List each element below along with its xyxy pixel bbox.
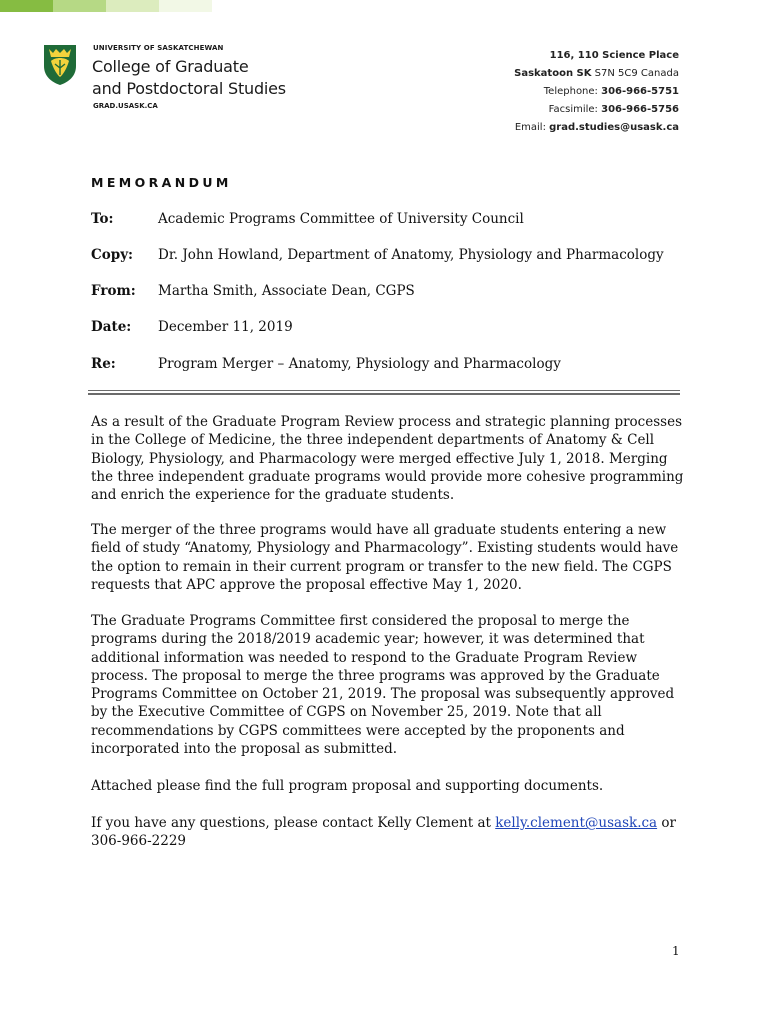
body-paragraph: The Graduate Programs Committee first considered the proposal to merge the programs during the 2018/2019 academic year; however, it was determined that additional information was needed to respond to the Graduate Program Review process. The proposal to merge the three programs was approved by the Graduate Programs Committee on October 21, 2019. The proposal was subsequently approved by the Executive Committee of CGPS on November 25, 2019. Note that all recommendations by CGPS committees were accepted by the proponents and incorporated into the proposal as submitted. [91,613,675,758]
college-name-line-1: College of Graduate [92,57,249,76]
address-postal: S7N 5C9 Canada [591,68,679,79]
accent-block-4 [159,0,212,12]
contact-suffix: or 306-966-2229 [91,815,676,850]
usask-crest-icon [43,44,77,86]
accent-block-3 [106,0,159,12]
header-accent-bar [0,0,212,12]
address-street: 116, 110 Science Place [549,50,679,61]
memo-field-value: Academic Programs Committee of University Council [158,211,524,227]
memo-field-value: Dr. John Howland, Department of Anatomy, Physiology and Pharmacology [158,247,664,263]
college-website: GRAD.USASK.CA [93,102,158,110]
address-city-line [514,65,679,83]
contact-prefix: If you have any questions, please contact Kelly Clement at [91,815,496,831]
memo-field-label: Copy: [91,247,134,263]
body-paragraph: The merger of the three programs would have all graduate students entering a new field of study “Anatomy, Physiology and Pharmacology”. Existing students would have the option to remain in their current program or transfer to the new field. The CGPS requests that APC approve the proposal effective May 1, 2020. [91,522,679,593]
contact-paragraph [91,814,685,851]
header-divider-thick [88,393,680,395]
memo-title: MEMORANDUM [91,175,232,190]
accent-block-1 [0,0,53,12]
memo-field-value: Martha Smith, Associate Dean, CGPS [158,283,415,299]
header-divider-thin [88,390,680,391]
memo-field-value: December 11, 2019 [158,319,293,335]
body-paragraph: As a result of the Graduate Program Review process and strategic planning processes in the College of Medicine, the three independent departments of Anatomy & Cell Biology, Physiology, and Pharmacology were merged effective July 1, 2018. Merging the three independent graduate programs would provide more cohesive programming and enrich the experience for the graduate students. [91,414,684,504]
memo-field-label: Re: [91,356,116,372]
address-telephone: Telephone: 306-966-5751 [543,86,679,97]
address-email: Email: grad.studies@usask.ca [514,122,679,133]
body-paragraph: Attached please find the full program proposal and supporting documents. [91,778,604,794]
page-number: 1 [672,944,680,958]
university-name: UNIVERSITY OF SASKATCHEWAN [93,44,224,52]
address-block [514,47,679,137]
memo-field-label: Date: [91,319,132,335]
address-city: Saskatoon SK [514,68,592,79]
memo-field-value: Program Merger – Anatomy, Physiology and Pharmacology [158,356,561,372]
college-name-line-2: and Postdoctoral Studies [92,79,286,98]
memo-field-label: From: [91,283,136,299]
address-facsimile: Facsimile: 306-966-5756 [548,104,679,115]
accent-block-2 [53,0,106,12]
contact-email-link[interactable]: kelly.clement@usask.ca [495,815,658,831]
memo-field-label: To: [91,211,114,227]
